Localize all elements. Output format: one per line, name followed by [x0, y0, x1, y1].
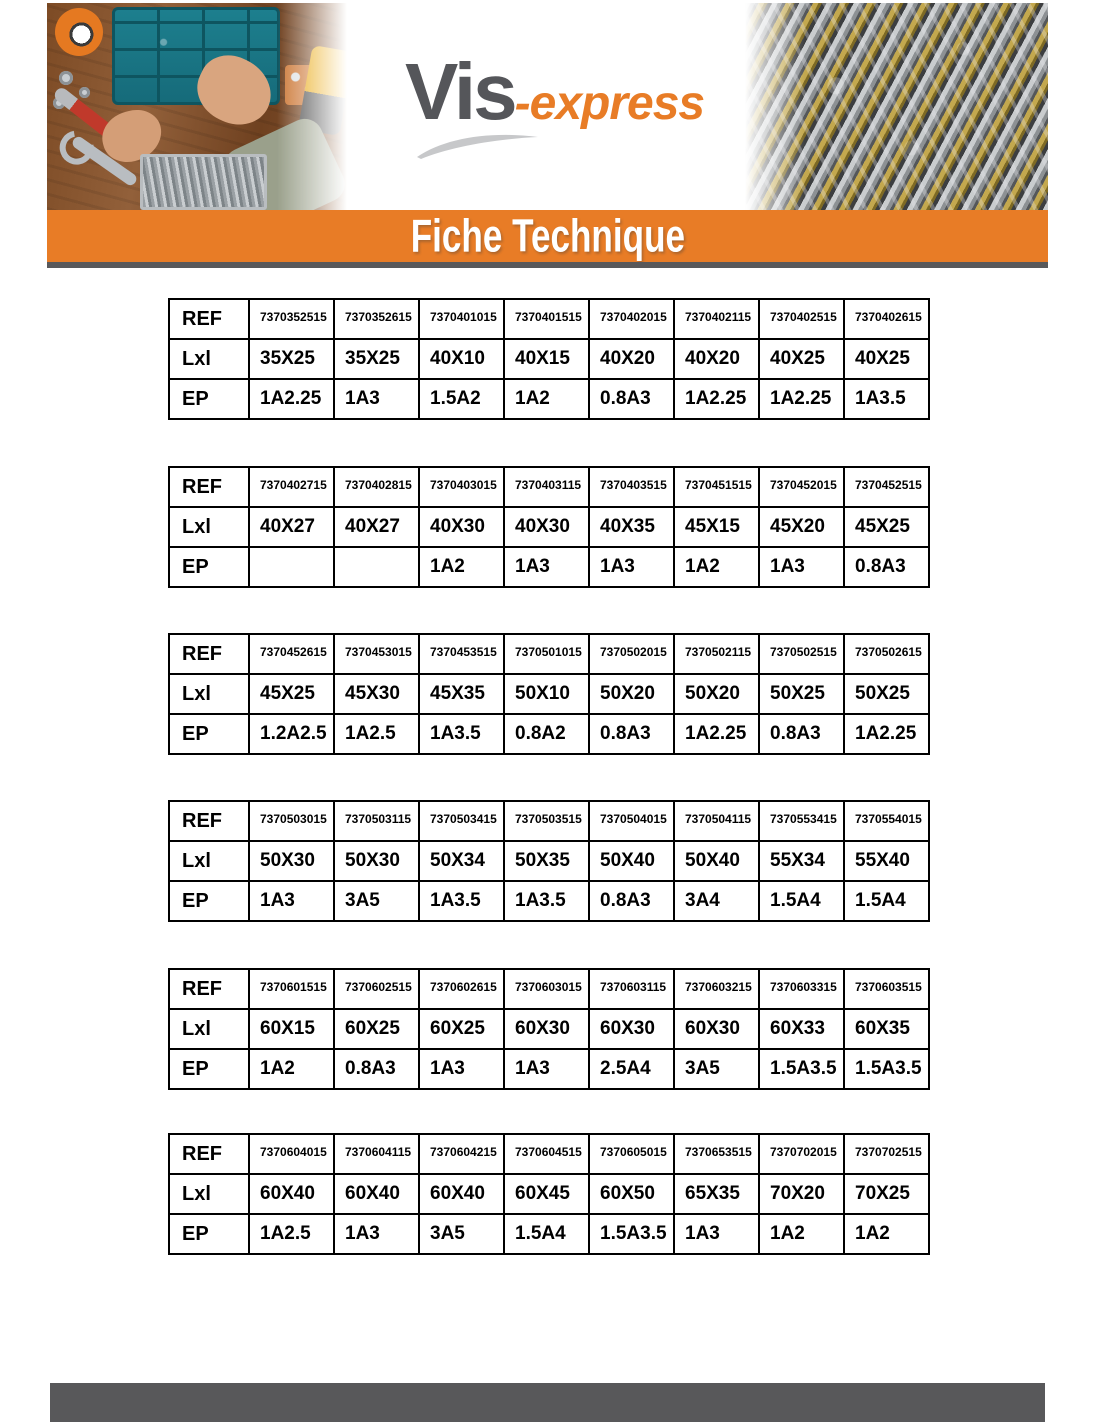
- cell-value: 1.5A3.5: [759, 1049, 844, 1089]
- cell-value: 0.8A3: [589, 714, 674, 754]
- cell-value: 0.8A3: [759, 714, 844, 754]
- cell-value: 0.8A3: [589, 881, 674, 921]
- cell-value: 45X20: [759, 507, 844, 547]
- cell-value: 1A3.5: [419, 714, 504, 754]
- cell-value: 7370501015: [504, 634, 589, 674]
- cell-value: 60X25: [334, 1009, 419, 1049]
- cell-value: 7370702015: [759, 1134, 844, 1174]
- cell-value: 7370605015: [589, 1134, 674, 1174]
- cell-value: 7370503415: [419, 801, 504, 841]
- row-label: REF: [169, 969, 249, 1009]
- cell-value: 1.5A2: [419, 379, 504, 419]
- cell-value: 1A2.5: [249, 1214, 334, 1254]
- tape-measure-shape: [55, 8, 103, 56]
- cell-value: 7370504015: [589, 801, 674, 841]
- cell-value: 40X30: [504, 507, 589, 547]
- cell-value: 35X25: [334, 339, 419, 379]
- screws-pile-photo: [745, 3, 1048, 210]
- row-label: REF: [169, 801, 249, 841]
- cell-value: 1A3: [334, 379, 419, 419]
- cell-value: 1A2: [504, 379, 589, 419]
- cell-value: 7370603315: [759, 969, 844, 1009]
- cell-value: 50X30: [334, 841, 419, 881]
- cell-value: 7370452515: [844, 467, 929, 507]
- cell-value: 70X20: [759, 1174, 844, 1214]
- cell-value: [334, 547, 419, 587]
- cell-value: 45X25: [249, 674, 334, 714]
- cell-value: 0.8A2: [504, 714, 589, 754]
- cell-value: 7370653515: [674, 1134, 759, 1174]
- cell-value: 7370503115: [334, 801, 419, 841]
- cell-value: 1A3: [504, 1049, 589, 1089]
- cell-value: 70X25: [844, 1174, 929, 1214]
- cell-value: 7370403515: [589, 467, 674, 507]
- cell-value: 7370503015: [249, 801, 334, 841]
- cell-value: 7370604515: [504, 1134, 589, 1174]
- cell-value: 7370602615: [419, 969, 504, 1009]
- cell-value: 7370602515: [334, 969, 419, 1009]
- cell-value: 7370453515: [419, 634, 504, 674]
- ref-row: [169, 299, 929, 339]
- row-label: Lxl: [169, 507, 249, 547]
- row-label: EP: [169, 1214, 249, 1254]
- cell-value: 7370502615: [844, 634, 929, 674]
- cell-value: 3A5: [334, 881, 419, 921]
- screw-tray-shape: [140, 154, 267, 210]
- cell-value: 1A2: [844, 1214, 929, 1254]
- cell-value: 0.8A3: [334, 1049, 419, 1089]
- cell-value: 7370504115: [674, 801, 759, 841]
- banner-underline: [47, 262, 1048, 268]
- cell-value: 60X40: [249, 1174, 334, 1214]
- cell-value: 1.5A4: [844, 881, 929, 921]
- cell-value: 1A2.25: [674, 714, 759, 754]
- row-label: EP: [169, 379, 249, 419]
- cell-value: 1A2: [249, 1049, 334, 1089]
- spec-table: [168, 633, 930, 755]
- cell-value: [249, 547, 334, 587]
- washer-shape: [59, 71, 73, 85]
- cell-value: 7370453015: [334, 634, 419, 674]
- thickness-row: [169, 547, 929, 587]
- cell-value: 7370604215: [419, 1134, 504, 1174]
- cell-value: 7370603515: [844, 969, 929, 1009]
- cell-value: 1A3: [759, 547, 844, 587]
- cell-value: 1A2: [419, 547, 504, 587]
- cell-value: 1A3.5: [504, 881, 589, 921]
- cell-value: 7370352615: [334, 299, 419, 339]
- cell-value: 40X20: [589, 339, 674, 379]
- cell-value: 7370452615: [249, 634, 334, 674]
- cell-value: 0.8A3: [844, 547, 929, 587]
- cell-value: 50X25: [759, 674, 844, 714]
- cell-value: 7370403115: [504, 467, 589, 507]
- thickness-row: [169, 714, 929, 754]
- thickness-row: [169, 1214, 929, 1254]
- cell-value: 7370401515: [504, 299, 589, 339]
- cell-value: 1A3: [419, 1049, 504, 1089]
- row-label: Lxl: [169, 1174, 249, 1214]
- cell-value: 60X15: [249, 1009, 334, 1049]
- cell-value: 7370502015: [589, 634, 674, 674]
- dimension-row: [169, 1174, 929, 1214]
- page-title: Fiche Technique: [410, 209, 685, 262]
- cell-value: 50X20: [589, 674, 674, 714]
- cell-value: 1A2.5: [334, 714, 419, 754]
- spec-table: [168, 466, 930, 588]
- cell-value: 50X34: [419, 841, 504, 881]
- cell-value: 45X25: [844, 507, 929, 547]
- cell-value: 3A5: [674, 1049, 759, 1089]
- cell-value: 45X15: [674, 507, 759, 547]
- spec-table: [168, 298, 930, 420]
- cell-value: 1.5A4: [759, 881, 844, 921]
- title-banner: [47, 210, 1048, 262]
- cell-value: 60X30: [674, 1009, 759, 1049]
- cell-value: 40X27: [334, 507, 419, 547]
- cell-value: 1.2A2.5: [249, 714, 334, 754]
- ref-row: [169, 1134, 929, 1174]
- cell-value: 0.8A3: [589, 379, 674, 419]
- cell-value: 7370402815: [334, 467, 419, 507]
- cell-value: 40X25: [759, 339, 844, 379]
- row-label: EP: [169, 881, 249, 921]
- cell-value: 60X30: [589, 1009, 674, 1049]
- cell-value: 7370403015: [419, 467, 504, 507]
- workbench-photo: [47, 3, 347, 210]
- cell-value: 7370402615: [844, 299, 929, 339]
- cell-value: 65X35: [674, 1174, 759, 1214]
- cell-value: 7370553415: [759, 801, 844, 841]
- cell-value: 7370401015: [419, 299, 504, 339]
- row-label: REF: [169, 1134, 249, 1174]
- ref-row: [169, 801, 929, 841]
- vis-express-logo: [405, 47, 705, 136]
- cell-value: 7370601515: [249, 969, 334, 1009]
- cell-value: 60X40: [334, 1174, 419, 1214]
- cell-value: 3A5: [419, 1214, 504, 1254]
- cell-value: 7370402015: [589, 299, 674, 339]
- cell-value: 50X30: [249, 841, 334, 881]
- cell-value: 7370452015: [759, 467, 844, 507]
- cell-value: 60X35: [844, 1009, 929, 1049]
- cell-value: 50X40: [589, 841, 674, 881]
- cell-value: 7370604115: [334, 1134, 419, 1174]
- cell-value: 1.5A3.5: [589, 1214, 674, 1254]
- cell-value: 7370451515: [674, 467, 759, 507]
- cell-value: 7370503515: [504, 801, 589, 841]
- cell-value: 7370603215: [674, 969, 759, 1009]
- cell-value: 1A3: [504, 547, 589, 587]
- ref-row: [169, 634, 929, 674]
- cell-value: 40X20: [674, 339, 759, 379]
- cell-value: 7370604015: [249, 1134, 334, 1174]
- cell-value: 7370603115: [589, 969, 674, 1009]
- cell-value: 1A2.25: [844, 714, 929, 754]
- cell-value: 7370702515: [844, 1134, 929, 1174]
- washer-tray-shape: [285, 65, 320, 105]
- cell-value: 40X35: [589, 507, 674, 547]
- cell-value: 1A3: [334, 1214, 419, 1254]
- cell-value: 45X35: [419, 674, 504, 714]
- footer-bar: [50, 1383, 1045, 1422]
- logo-text-vis: Vis: [405, 47, 515, 136]
- row-label: EP: [169, 714, 249, 754]
- cell-value: 40X10: [419, 339, 504, 379]
- cell-value: 60X30: [504, 1009, 589, 1049]
- cell-value: 1A2.25: [249, 379, 334, 419]
- washer-shape: [79, 87, 90, 98]
- ref-row: [169, 969, 929, 1009]
- cell-value: 7370502115: [674, 634, 759, 674]
- cell-value: 2.5A4: [589, 1049, 674, 1089]
- row-label: EP: [169, 547, 249, 587]
- thickness-row: [169, 379, 929, 419]
- row-label: REF: [169, 299, 249, 339]
- cell-value: 1A3: [589, 547, 674, 587]
- logo-swoosh-icon: [415, 128, 545, 160]
- cell-value: 50X35: [504, 841, 589, 881]
- drill-shape: [298, 45, 347, 136]
- dimension-row: [169, 339, 929, 379]
- row-label: Lxl: [169, 841, 249, 881]
- cell-value: 1.5A3.5: [844, 1049, 929, 1089]
- row-label: REF: [169, 467, 249, 507]
- cell-value: 1A2: [674, 547, 759, 587]
- cell-value: 7370402515: [759, 299, 844, 339]
- cell-value: 7370402715: [249, 467, 334, 507]
- cell-value: 7370603015: [504, 969, 589, 1009]
- cell-value: 50X10: [504, 674, 589, 714]
- cell-value: 1A3: [674, 1214, 759, 1254]
- cell-value: 60X33: [759, 1009, 844, 1049]
- cell-value: 40X30: [419, 507, 504, 547]
- cell-value: 7370402115: [674, 299, 759, 339]
- dimension-row: [169, 841, 929, 881]
- row-label: Lxl: [169, 339, 249, 379]
- cell-value: 1.5A4: [504, 1214, 589, 1254]
- cell-value: 45X30: [334, 674, 419, 714]
- spec-table: [168, 1133, 930, 1255]
- row-label: Lxl: [169, 674, 249, 714]
- cell-value: 40X15: [504, 339, 589, 379]
- cell-value: 7370554015: [844, 801, 929, 841]
- cell-value: 35X25: [249, 339, 334, 379]
- ref-row: [169, 467, 929, 507]
- cell-value: 60X40: [419, 1174, 504, 1214]
- dimension-row: [169, 1009, 929, 1049]
- cell-value: 3A4: [674, 881, 759, 921]
- cell-value: 1A2: [759, 1214, 844, 1254]
- row-label: EP: [169, 1049, 249, 1089]
- cell-value: 60X50: [589, 1174, 674, 1214]
- cell-value: 1A2.25: [674, 379, 759, 419]
- cell-value: 1A3: [249, 881, 334, 921]
- cell-value: 40X25: [844, 339, 929, 379]
- dimension-row: [169, 507, 929, 547]
- thickness-row: [169, 1049, 929, 1089]
- cell-value: 60X45: [504, 1174, 589, 1214]
- cell-value: 50X25: [844, 674, 929, 714]
- spec-table: [168, 968, 930, 1090]
- cell-value: 55X34: [759, 841, 844, 881]
- cell-value: 40X27: [249, 507, 334, 547]
- cell-value: 55X40: [844, 841, 929, 881]
- spec-table: [168, 800, 930, 922]
- logo-text-express: -express: [514, 77, 705, 130]
- dimension-row: [169, 674, 929, 714]
- cell-value: 7370502515: [759, 634, 844, 674]
- thickness-row: [169, 881, 929, 921]
- cell-value: 50X20: [674, 674, 759, 714]
- row-label: REF: [169, 634, 249, 674]
- cell-value: 1A3.5: [419, 881, 504, 921]
- cell-value: 7370352515: [249, 299, 334, 339]
- cell-value: 50X40: [674, 841, 759, 881]
- cell-value: 1A3.5: [844, 379, 929, 419]
- cell-value: 60X25: [419, 1009, 504, 1049]
- row-label: Lxl: [169, 1009, 249, 1049]
- cell-value: 1A2.25: [759, 379, 844, 419]
